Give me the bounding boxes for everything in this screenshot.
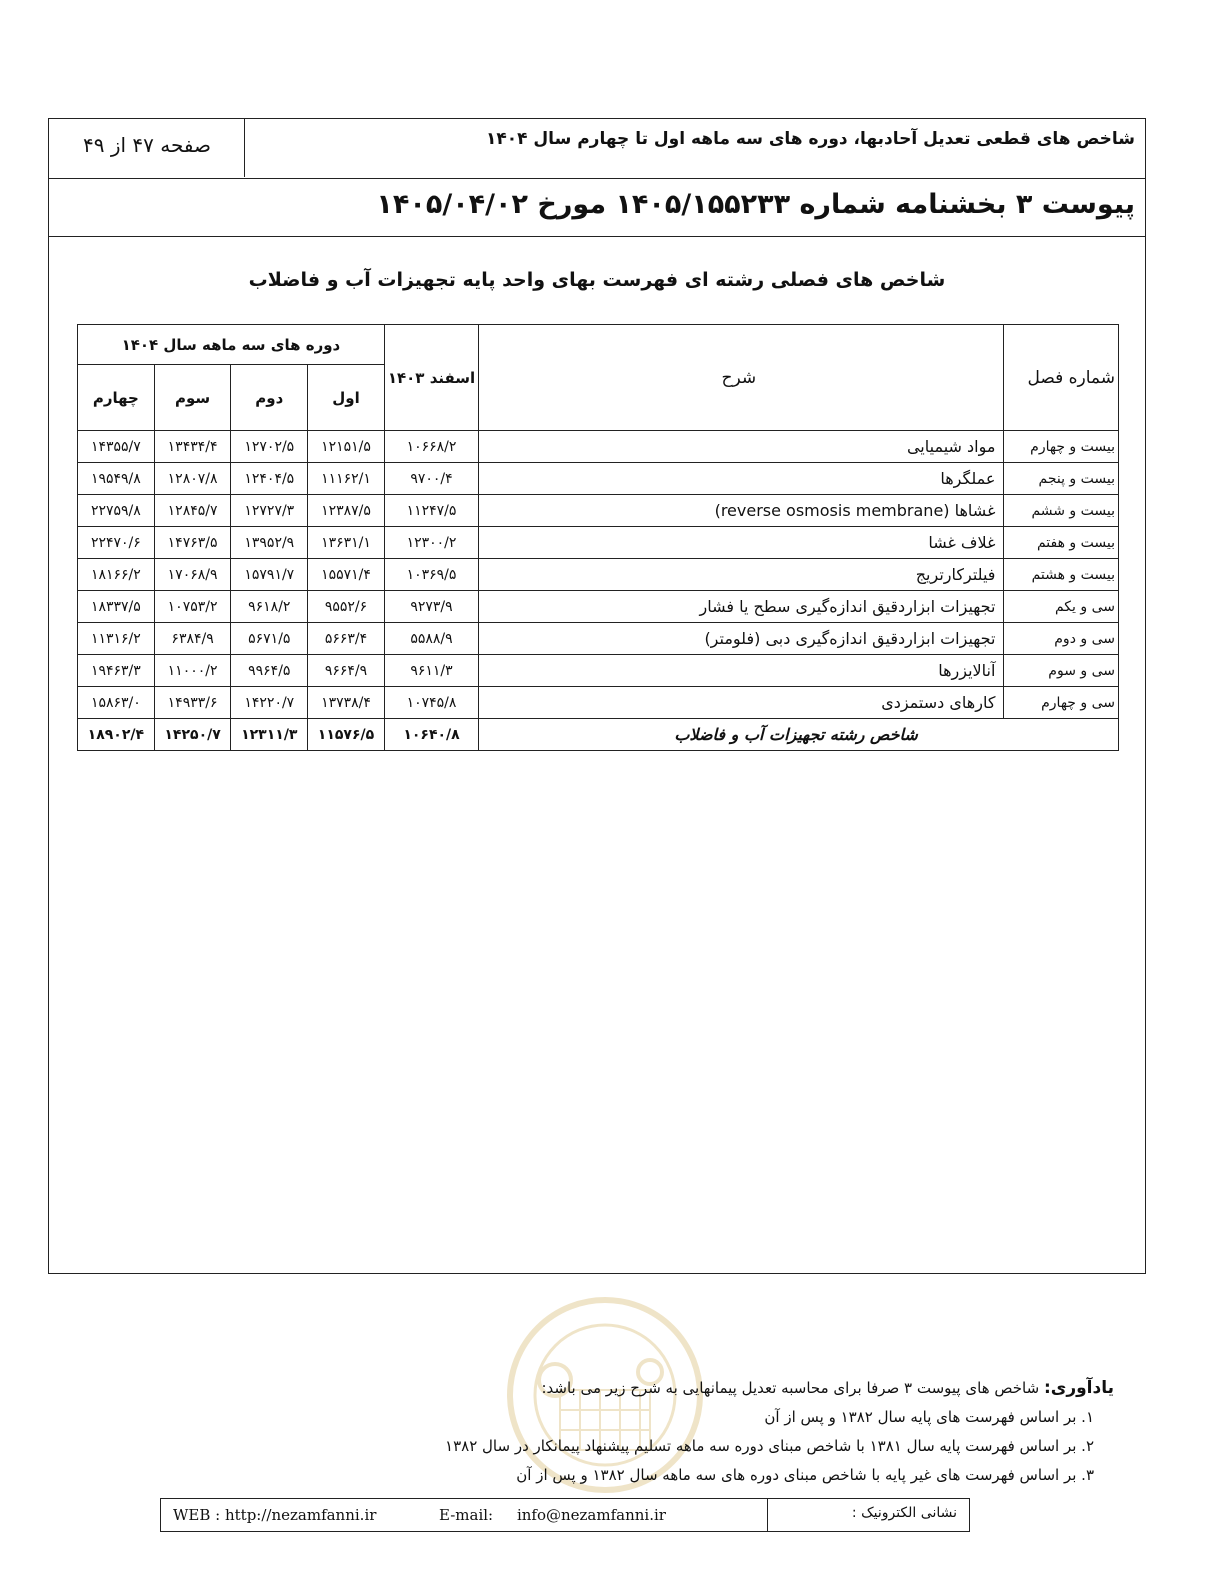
q4-cell: ۱۸۱۶۶/۲ [78,559,155,591]
q2-cell: ۹۹۶۴/۵ [231,655,308,687]
chapter-cell: بیست و هفتم [1004,527,1119,559]
esfand-cell: ۹۲۷۳/۹ [384,591,478,623]
total-q4-cell: ۱۸۹۰۲/۴ [78,719,155,751]
q2-cell: ۵۶۷۱/۵ [231,623,308,655]
esfand-cell: ۱۰۳۶۹/۵ [384,559,478,591]
description-cell: مواد شیمیایی [479,431,1004,463]
appendix-row [49,179,1145,237]
q2-cell: ۱۲۴۰۴/۵ [231,463,308,495]
chapter-cell: سی و یکم [1004,591,1119,623]
description-cell: تجهیزات ابزاردقیق اندازه‌گیری سطح یا فشار [479,591,1004,623]
header-q1: اول [308,365,385,431]
chapter-cell: بیست و چهارم [1004,431,1119,463]
footer-box [160,1498,970,1532]
esfand-cell: ۹۷۰۰/۴ [384,463,478,495]
q1-cell: ۱۲۳۸۷/۵ [308,495,385,527]
reminder-item: ۱. بر اساس فهرست های پایه سال ۱۳۸۲ و پس از آن [764,1408,1094,1426]
q3-cell: ۱۴۹۳۳/۶ [154,687,231,719]
description-cell: تجهیزات ابزاردقیق اندازه‌گیری دبی (فلومتر) [479,623,1004,655]
total-q3-cell: ۱۴۲۵۰/۷ [154,719,231,751]
q1-cell: ۱۲۱۵۱/۵ [308,431,385,463]
document-title: شاخص های قطعی تعدیل آحادبها، دوره های سه ماهه اول تا چهارم سال ۱۴۰۴ [486,129,1135,149]
table-row [78,527,1119,559]
page-number-cell [49,119,245,177]
q3-cell: ۱۲۸۰۷/۸ [154,463,231,495]
description-cell: کارهای دستمزدی [479,687,1004,719]
q4-cell: ۲۲۴۷۰/۶ [78,527,155,559]
esfand-cell: ۹۶۱۱/۳ [384,655,478,687]
page-number: صفحه ۴۷ از ۴۹ [83,133,211,157]
q2-cell: ۱۵۷۹۱/۷ [231,559,308,591]
footer-divider [767,1499,768,1531]
header-chapter: شماره فصل [1004,325,1119,431]
header-q3: سوم [154,365,231,431]
table-row [78,655,1119,687]
esfand-cell: ۱۰۷۴۵/۸ [384,687,478,719]
reminder-label: یادآوری: [1043,1378,1114,1398]
description-cell: غشاها (reverse osmosis membrane) [479,495,1004,527]
table-row [78,623,1119,655]
appendix-heading: پیوست ۳ بخشنامه شماره ۱۴۰۵/۱۵۵۲۳۳ مورخ ۱۴۰۵/۰۴/۰۲ [376,189,1135,220]
description-cell: فیلترکارتریج [479,559,1004,591]
chapter-cell: بیست و هشتم [1004,559,1119,591]
table-row [78,463,1119,495]
q1-cell: ۹۵۵۲/۶ [308,591,385,623]
q4-cell: ۲۲۷۵۹/۸ [78,495,155,527]
description-cell: آنالایزرها [479,655,1004,687]
header-q4: چهارم [78,365,155,431]
q3-cell: ۶۳۸۴/۹ [154,623,231,655]
q2-cell: ۹۶۱۸/۲ [231,591,308,623]
esfand-cell: ۱۲۳۰۰/۲ [384,527,478,559]
q4-cell: ۱۹۴۶۳/۳ [78,655,155,687]
reminder-section [354,1374,1114,1490]
q1-cell: ۱۱۱۶۲/۱ [308,463,385,495]
esfand-cell: ۱۱۲۴۷/۵ [384,495,478,527]
esfand-cell: ۵۵۸۸/۹ [384,623,478,655]
table-row [78,495,1119,527]
header-q2: دوم [231,365,308,431]
q1-cell: ۱۳۶۳۱/۱ [308,527,385,559]
description-cell: غلاف غشا [479,527,1004,559]
total-row [78,719,1119,751]
chapter-cell: سی و چهارم [1004,687,1119,719]
chapter-cell: سی و دوم [1004,623,1119,655]
q1-cell: ۱۳۷۳۸/۴ [308,687,385,719]
total-q1-cell: ۱۱۵۷۶/۵ [308,719,385,751]
q1-cell: ۱۵۵۷۱/۴ [308,559,385,591]
footer-label: نشانی الکترونیک : [851,1505,957,1521]
q3-cell: ۱۰۷۵۳/۲ [154,591,231,623]
chapter-cell: بیست و پنجم [1004,463,1119,495]
header-row [49,119,1145,179]
esfand-cell: ۱۰۶۶۸/۲ [384,431,478,463]
q4-cell: ۱۵۸۶۳/۰ [78,687,155,719]
reminder-item: ۲. بر اساس فهرست پایه سال ۱۳۸۱ با شاخص مبنای دوره سه ماهه تسلیم پیشنهاد پیمانکار در سال ۱۳۸۲ [445,1437,1094,1455]
q3-cell: ۱۴۷۶۳/۵ [154,527,231,559]
header-esfand: اسفند ۱۴۰۳ [384,325,478,431]
q3-cell: ۱۷۰۶۸/۹ [154,559,231,591]
section-title: شاخص های فصلی رشته ای فهرست بهای واحد پایه تجهیزات آب و فاضلاب [248,269,946,291]
table-row [78,559,1119,591]
q3-cell: ۱۳۴۳۴/۴ [154,431,231,463]
footer-web-link[interactable]: WEB : http://nezamfanni.ir [173,1506,377,1524]
q4-cell: ۱۹۵۴۹/۸ [78,463,155,495]
q4-cell: ۱۴۳۵۵/۷ [78,431,155,463]
header-description: شرح [479,325,1004,431]
q3-cell: ۱۲۸۴۵/۷ [154,495,231,527]
table-row [78,591,1119,623]
chapter-cell: بیست و ششم [1004,495,1119,527]
reminder-intro-text: شاخص های پیوست ۳ صرفا برای محاسبه تعدیل پیمانهایی به شرح زیر می باشد: [541,1379,1044,1397]
description-cell: عملگرها [479,463,1004,495]
q2-cell: ۱۴۲۲۰/۷ [231,687,308,719]
table-row [78,431,1119,463]
reminder-intro [354,1374,1114,1403]
header-periods-group: دوره های سه ماهه سال ۱۴۰۴ [78,325,385,365]
q2-cell: ۱۳۹۵۲/۹ [231,527,308,559]
total-q2-cell: ۱۲۳۱۱/۳ [231,719,308,751]
q1-cell: ۹۶۶۴/۹ [308,655,385,687]
q2-cell: ۱۲۷۲۷/۳ [231,495,308,527]
table-row [78,687,1119,719]
total-esfand-cell: ۱۰۶۴۰/۸ [384,719,478,751]
index-table [77,324,1119,751]
q2-cell: ۱۲۷۰۲/۵ [231,431,308,463]
footer-email-link[interactable]: E-mail: info@nezamfanni.ir [439,1506,666,1524]
chapter-cell: سی و سوم [1004,655,1119,687]
q4-cell: ۱۸۳۳۷/۵ [78,591,155,623]
q3-cell: ۱۱۰۰۰/۲ [154,655,231,687]
q1-cell: ۵۶۶۳/۴ [308,623,385,655]
reminder-item: ۳. بر اساس فهرست های غیر پایه با شاخص مبنای دوره های سه ماهه سال ۱۳۸۲ و پس از آن [516,1466,1094,1484]
q4-cell: ۱۱۳۱۶/۲ [78,623,155,655]
total-description-cell: شاخص رشته تجهیزات آب و فاضلاب [479,719,1119,751]
